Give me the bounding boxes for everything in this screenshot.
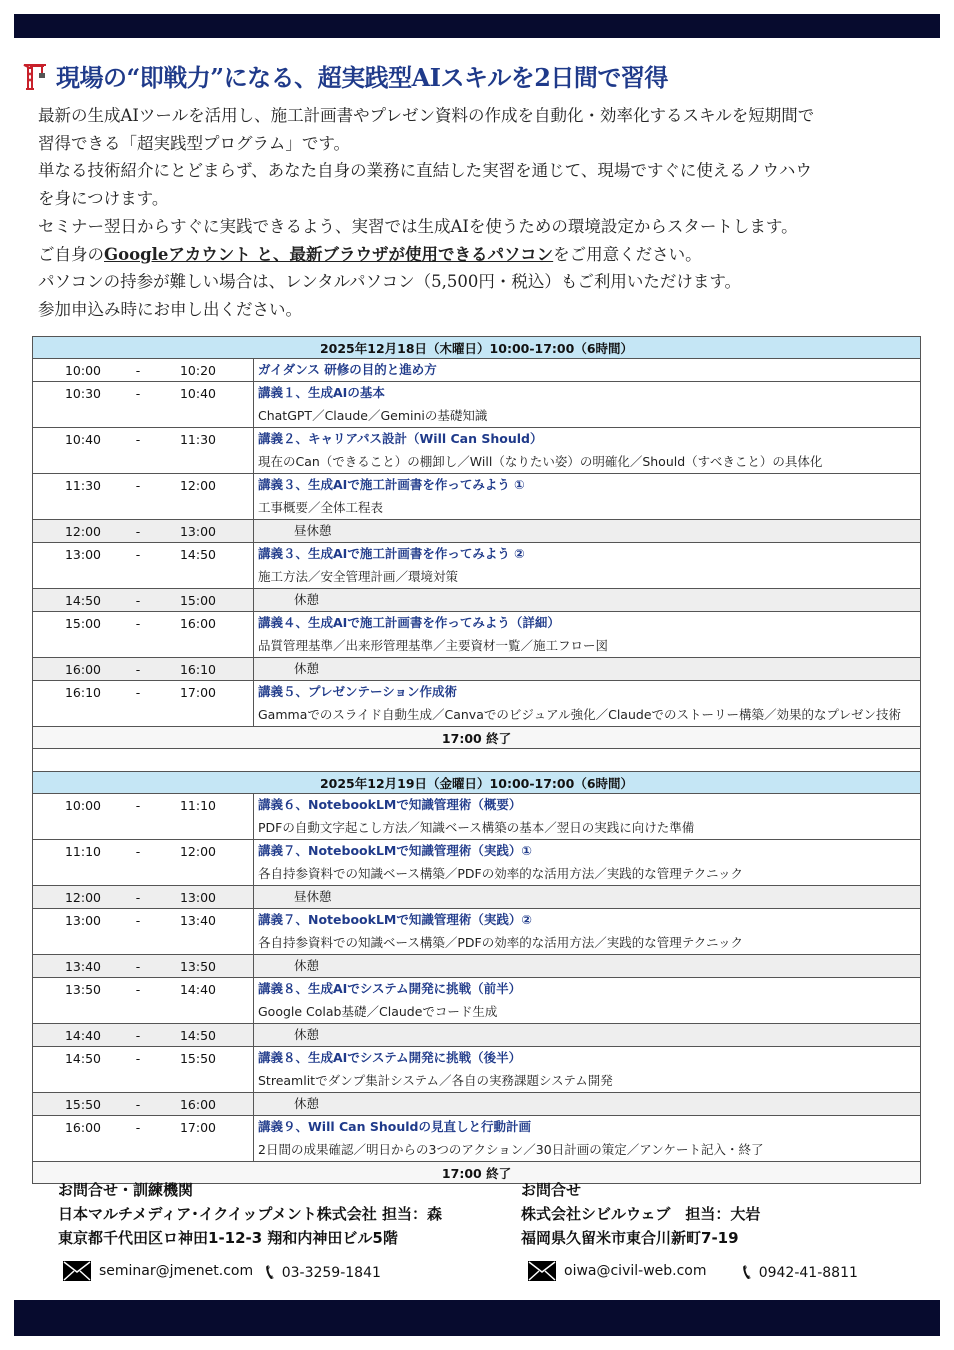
dash: - — [135, 385, 141, 401]
mail-icon — [528, 1261, 556, 1281]
time-cell — [33, 359, 254, 382]
schedule-table — [32, 336, 921, 1184]
time-cell — [33, 1047, 254, 1093]
intro-line — [38, 241, 928, 269]
intro-line: セミナー翌日からすぐに実践できるよう、実習では生成AIを使うための環境設定からスタートします。 — [38, 216, 798, 236]
session-cell — [254, 840, 921, 886]
top-banner-bar — [14, 14, 940, 38]
break-row — [33, 520, 921, 543]
intro-line: 参加申込み時にお申し出ください。 — [38, 299, 302, 319]
time-cell — [33, 886, 254, 909]
time-cell — [33, 589, 254, 612]
session-topics: 品質管理基準／出来形管理基準／主要資材一覧／施工フロー図 — [258, 638, 609, 653]
start-time: 16:00 — [64, 1119, 102, 1135]
session-title: 講義７、NotebookLMで知識管理術（実践）② — [258, 912, 532, 927]
end-time: 11:30 — [179, 431, 217, 447]
break-label: 休憩 — [254, 658, 921, 681]
break-row — [33, 1024, 921, 1047]
end-time: 15:50 — [179, 1050, 217, 1066]
break-row — [33, 658, 921, 681]
session-title: 講義７、NotebookLMで知識管理術（実践）① — [258, 843, 532, 858]
session-topics: 各自持参資料での知識ベース構築／PDFの効率的な活用方法／実践的な管理テクニック — [258, 866, 743, 881]
end-time: 15:00 — [179, 592, 217, 608]
session-title: 講義１、生成AIの基本 — [258, 385, 385, 400]
contact-right — [521, 1178, 760, 1250]
session-title: ガイダンス 研修の目的と進め方 — [258, 362, 437, 377]
end-time: 10:40 — [179, 385, 217, 401]
start-time: 13:00 — [64, 546, 102, 562]
dash: - — [135, 1119, 141, 1135]
email-link[interactable]: oiwa@civil-web.com — [564, 1263, 707, 1279]
time-cell — [33, 794, 254, 840]
session-title: 講義２、キャリアパス設計（Will Can Should） — [258, 431, 543, 446]
end-time: 13:50 — [179, 958, 217, 974]
intro-text — [38, 102, 928, 324]
session-row — [33, 543, 921, 589]
dash: - — [135, 523, 141, 539]
session-row — [33, 909, 921, 955]
session-cell — [254, 543, 921, 589]
start-time: 13:40 — [64, 958, 102, 974]
session-topics: 現在のCan（できること）の棚卸し／Will（なりたい姿）の明確化／Should（すべきこと）の具体化 — [258, 454, 823, 469]
end-time: 13:40 — [179, 912, 217, 928]
dash: - — [135, 661, 141, 677]
session-title: 講義９、Will Can Shouldの見直しと行動計画 — [258, 1119, 531, 1134]
requirements-emphasis: Googleアカウント と、最新ブラウザが使用できるパソコン — [104, 244, 554, 264]
session-cell — [254, 428, 921, 474]
day-end-row — [33, 727, 921, 749]
phone-number[interactable]: 0942-41-8811 — [758, 1264, 858, 1281]
email-link[interactable]: seminar@jmenet.com — [99, 1263, 254, 1279]
contact-heading: お問合せ — [521, 1181, 582, 1199]
start-time: 10:00 — [64, 797, 102, 813]
dash: - — [135, 1027, 141, 1043]
session-row — [33, 1116, 921, 1162]
break-label: 休憩 — [254, 955, 921, 978]
intro-line: を身につけます。 — [38, 189, 169, 209]
session-row — [33, 978, 921, 1024]
session-title: 講義３、生成AIで施工計画書を作ってみよう ① — [258, 477, 525, 492]
contact-email-left[interactable] — [63, 1261, 253, 1281]
start-time: 15:50 — [64, 1096, 102, 1112]
session-topics: 各自持参資料での知識ベース構築／PDFの効率的な活用方法／実践的な管理テクニック — [258, 935, 743, 950]
start-time: 11:30 — [64, 477, 102, 493]
time-cell — [33, 428, 254, 474]
time-cell — [33, 978, 254, 1024]
session-topics: Gammaでのスライド自動生成／Canvaでのビジュアル強化／Claudeでのストーリー構築／効果的なプレゼン技術 — [258, 707, 902, 722]
session-title: 講義８、生成AIでシステム開発に挑戦（前半） — [258, 981, 522, 996]
break-row — [33, 589, 921, 612]
phone-number[interactable]: 03-3259-1841 — [281, 1264, 381, 1281]
session-cell — [254, 681, 921, 727]
break-row — [33, 1093, 921, 1116]
contact-email-right[interactable] — [528, 1261, 707, 1281]
session-topics: 2日間の成果確認／明日からの3つのアクション／30日計画の策定／アンケート記入・終了 — [258, 1142, 764, 1157]
day-end-label: 17:00 終了 — [33, 727, 921, 749]
day-end-label: 17:00 終了 — [33, 1162, 921, 1184]
contact-org: 株式会社シビルウェブ 担当：大岩 — [521, 1205, 761, 1223]
day-header: 2025年12月18日（木曜日）10:00-17:00（6時間） — [33, 337, 921, 359]
start-time: 10:00 — [64, 362, 102, 378]
session-cell — [254, 359, 921, 382]
phone-icon: 📞︎ — [743, 1260, 751, 1285]
time-cell — [33, 612, 254, 658]
end-time: 16:00 — [179, 615, 217, 631]
dash: - — [135, 477, 141, 493]
intro-line: パソコンの持参が難しい場合は、レンタルパソコン（5,500円・税込）もご利用いただけます。 — [38, 272, 742, 292]
session-row — [33, 359, 921, 382]
end-time: 13:00 — [179, 889, 217, 905]
day-header-row — [33, 337, 921, 359]
start-time: 14:50 — [64, 592, 102, 608]
dash: - — [135, 1050, 141, 1066]
spacer-row — [33, 749, 921, 772]
day-header: 2025年12月19日（金曜日）10:00-17:00（6時間） — [33, 772, 921, 794]
end-time: 10:20 — [179, 362, 217, 378]
mail-icon — [63, 1261, 91, 1281]
contact-heading: お問合せ・訓練機関 — [58, 1181, 194, 1199]
session-cell — [254, 978, 921, 1024]
dash: - — [135, 843, 141, 859]
session-row — [33, 1047, 921, 1093]
start-time: 14:50 — [64, 1050, 102, 1066]
session-row — [33, 474, 921, 520]
dash: - — [135, 797, 141, 813]
contact-org: 日本マルチメディア･イクイップメント株式会社 担当：森 — [58, 1205, 442, 1223]
phone-icon: 📞︎ — [266, 1260, 274, 1285]
start-time: 12:00 — [64, 889, 102, 905]
session-title: 講義３、生成AIで施工計画書を作ってみよう ② — [258, 546, 525, 561]
session-cell — [254, 794, 921, 840]
intro-line: 単なる技術紹介にとどまらず、あなた自身の業務に直結した実習を通じて、現場ですぐに使えるノウハウ — [38, 161, 812, 181]
intro-line: 最新の生成AIツールを活用し、施工計画書やプレゼン資料の作成を自動化・効率化するスキルを短期間で — [38, 106, 815, 125]
contact-address: 東京都千代田区ロ神田1-12-3 翔和内神田ビル5階 — [58, 1229, 398, 1247]
dash: - — [135, 431, 141, 447]
time-cell — [33, 1116, 254, 1162]
dash: - — [135, 958, 141, 974]
end-time: 16:10 — [179, 661, 217, 677]
bottom-banner-bar — [14, 1300, 940, 1336]
break-row — [33, 955, 921, 978]
time-cell — [33, 909, 254, 955]
start-time: 11:10 — [64, 843, 102, 859]
end-time: 12:00 — [179, 843, 217, 859]
page-title: 現場の“即戦力”になる、超実践型AIスキルを2日間で習得 — [56, 63, 668, 92]
time-cell — [33, 543, 254, 589]
dash: - — [135, 684, 141, 700]
time-cell — [33, 520, 254, 543]
start-time: 10:40 — [64, 431, 102, 447]
contact-address: 福岡県久留米市東合川新町7-19 — [521, 1229, 739, 1247]
session-title: 講義６、NotebookLMで知識管理術（概要） — [258, 797, 522, 812]
session-topics: 工事概要／全体工程表 — [258, 500, 384, 515]
session-row — [33, 840, 921, 886]
session-row — [33, 794, 921, 840]
session-cell — [254, 474, 921, 520]
session-cell — [254, 909, 921, 955]
time-cell — [33, 955, 254, 978]
session-topics: Google Colab基礎／Claudeでコード生成 — [258, 1004, 498, 1019]
session-cell — [254, 612, 921, 658]
end-time: 13:00 — [179, 523, 217, 539]
dash: - — [135, 912, 141, 928]
session-topics: ChatGPT／Claude／Geminiの基礎知識 — [258, 408, 488, 423]
start-time: 13:00 — [64, 912, 102, 928]
page-title-row — [22, 58, 668, 93]
session-topics: 施工方法／安全管理計画／環境対策 — [258, 569, 459, 584]
end-time: 16:00 — [179, 1096, 217, 1112]
session-row — [33, 382, 921, 428]
start-time: 14:40 — [64, 1027, 102, 1043]
intro-text-span: をご用意ください。 — [553, 244, 702, 264]
session-row — [33, 681, 921, 727]
session-topics: PDFの自動文字起こし方法／知識ベース構築の基本／翌日の実践に向けた準備 — [258, 820, 695, 835]
contact-phone-right[interactable] — [743, 1260, 858, 1285]
time-cell — [33, 840, 254, 886]
end-time: 11:10 — [179, 797, 217, 813]
session-title: 講義５、プレゼンテーション作成術 — [258, 684, 458, 699]
break-label: 休憩 — [254, 1093, 921, 1116]
contact-left — [58, 1178, 442, 1250]
session-row — [33, 428, 921, 474]
start-time: 12:00 — [64, 523, 102, 539]
start-time: 13:50 — [64, 981, 102, 997]
time-cell — [33, 681, 254, 727]
start-time: 16:10 — [64, 684, 102, 700]
dash: - — [135, 592, 141, 608]
start-time: 10:30 — [64, 385, 102, 401]
end-time: 12:00 — [179, 477, 217, 493]
end-time: 14:40 — [179, 981, 217, 997]
session-topics: Streamlitでダンプ集計システム／各自の実務課題システム開発 — [258, 1073, 613, 1088]
end-time: 14:50 — [179, 1027, 217, 1043]
time-cell — [33, 382, 254, 428]
session-row — [33, 612, 921, 658]
break-label: 昼休憩 — [254, 520, 921, 543]
session-cell — [254, 1116, 921, 1162]
end-time: 14:50 — [179, 546, 217, 562]
session-cell — [254, 382, 921, 428]
break-label: 休憩 — [254, 589, 921, 612]
dash: - — [135, 546, 141, 562]
time-cell — [33, 658, 254, 681]
time-cell — [33, 474, 254, 520]
break-label: 昼休憩 — [254, 886, 921, 909]
start-time: 15:00 — [64, 615, 102, 631]
dash: - — [135, 1096, 141, 1112]
contact-phone-left[interactable] — [266, 1260, 381, 1285]
break-label: 休憩 — [254, 1024, 921, 1047]
day-header-row — [33, 772, 921, 794]
session-title: 講義８、生成AIでシステム開発に挑戦（後半） — [258, 1050, 522, 1065]
intro-text-span: ご自身の — [38, 244, 104, 264]
time-cell — [33, 1024, 254, 1047]
dash: - — [135, 615, 141, 631]
intro-line: 習得できる「超実践型プログラム」です。 — [38, 133, 351, 153]
time-cell — [33, 1093, 254, 1116]
session-title: 講義４、生成AIで施工計画書を作ってみよう（詳細） — [258, 615, 560, 630]
start-time: 16:00 — [64, 661, 102, 677]
dash: - — [135, 362, 141, 378]
session-cell — [254, 1047, 921, 1093]
end-time: 17:00 — [179, 684, 217, 700]
dash: - — [135, 889, 141, 905]
dash: - — [135, 981, 141, 997]
end-time: 17:00 — [179, 1119, 217, 1135]
break-row — [33, 886, 921, 909]
crane-icon — [22, 62, 48, 90]
